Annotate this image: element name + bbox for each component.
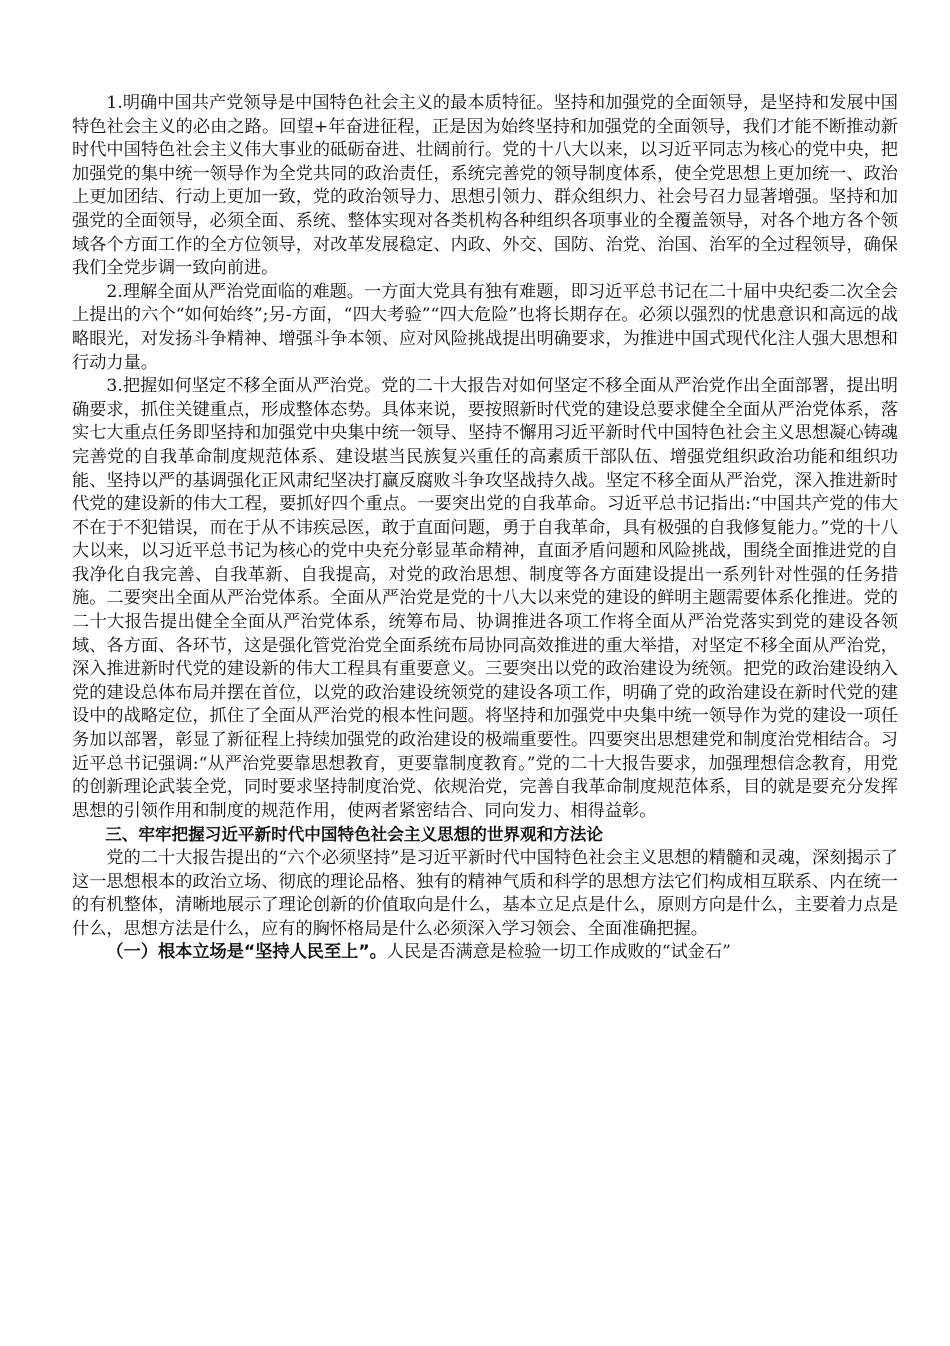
section-heading: 三、牢牢把握习近平新时代中国特色社会主义思想的世界观和方法论 (105, 825, 603, 845)
paragraph-3: 3.把握如何坚定不移全面从严治党。党的二十大报告对如何坚定不移全面从严治党作出全面部署，提出明确要求，抓住关键重点，形成整体态势。具体来说，要按照新时代党的建设总要求健全全面从严治党体系，落实七大重点任务即坚持和加强党中央集中统一领导、坚持不懈用习近平新时代中国特色社会主义思想凝心铸魂完善党的自我革命制度规范体系、建设堪当民族复兴重任的高素质干部队伍、增强党组织政治功能和组织功能、坚持以严的基调强化正风肃纪坚决打赢反腐败斗争攻坚战持久战。坚定不移全面从严治党，深入推进新时代党的建设新的伟大工程，要抓好四个重点。一要突出党的自我革命。习近平总书记指出:“中国共产党的伟大不在于不犯错误，而在于从不讳疾忌医，敢于直面问题，勇于自我革命，具有极强的自我修复能力。”党的十八大以来，以习近平总书记为核心的党中央充分彰显革命精神，直面矛盾问题和风险挑战，围绕全面推进党的自我净化自我完善、自我革新、自我提高，对党的政治思想、制度等各方面建设提出一系列针对性强的任务措施。二要突出全面从严治党体系。全面从严治党是党的十八大以来党的建设的鲜明主题需要体系化推进。党的二十大报告提出健全全面从严治党体系，统筹布局、协调推进各项工作将全面从严治党落实到党的建设各领域、各方面、各环节，这是强化管党治党全面系统布局协同高效推进的重大举措，对坚定不移全面从严治党，深入推进新时代党的建设新的伟大工程具有重要意义。三要突出以党的政治建设为统领。把党的政治建设纳入党的建设总体布局并摆在首位，以党的政治建设统领党的建设各项工作，明确了党的政治建设在新时代党的建设中的战略定位，抓住了全面从严治党的根本性问题。将坚持和加强党中央集中统一领导作为党的建设一项任务加以部署，彰显了新征程上持续加强党的政治建设的极端重要性。四要突出思想建党和制度治党相结合。习近平总书记强调:“从严治党要靠思想教育，更要靠制度教育。”党的二十大报告要求，加强理想信念教育，用党的创新理论武装全党，同时要求坚持制度治党、依规治党，完善自我革命制度规范体系，目的就是要充分发挥思想的引领作用和制度的规范作用，使两者紧密结合、同向发力、相得益彰。 (72, 376, 898, 821)
section-paragraph: 党的二十大报告提出的“六个必须坚持”是习近平新时代中国特色社会主义思想的精髓和灵魂，深刻揭示了这一思想根本的政治立场、彻底的理论品格、独有的精神气质和科学的思想方法它们构成相互联系、内在统一的有机整体，清晰地展示了理论创新的价值取向是什么，基本立足点是什么，原则方向是什么，主要着力点是什么，思想方法是什么，应有的胸怀格局是什么必须深入学习领会、全面准确把握。 (72, 848, 898, 939)
document-page (72, 92, 898, 965)
paragraph-2: 2.理解全面从严治党面临的难题。一方面大党具有独有难题，即习近平总书记在二十届中央纪委二次全会上提出的六个“如何始终”;另-方面，“四大考验”“四大危险”也将长期存在。必须以强烈的忧患意识和高远的战略眼光，对发扬斗争精神、增强斗争本领、应对风险挑战提出明确要求，为推进中国式现代化注人强大思想和行动力量。 (72, 281, 898, 373)
sub-point-paragraph (72, 941, 898, 965)
sub-point-lead: （一）根本立场是“坚持人民至上”。 (106, 942, 387, 963)
sub-point-text: 人民是否满意是检验一切工作成败的“试金石” (386, 942, 731, 963)
paragraph-1: 1.明确中国共产党领导是中国特色社会主义的最本质特征。坚持和加强党的全面领导，是坚持和发展中国特色社会主义的必由之路。回望+年奋进征程，正是因为始终坚持和加强党的全面领导，我们才能不断推动新时代中国特色社会主义伟大事业的砥砺奋进、壮阔前行。党的十八大以来，以习近平同志为核心的党中央，把加强党的集中统一领导作为全党共同的政治责任，系统完善党的领导制度体系，使全党思想上更加统一、政治上更加团结、行动上更加一致，党的政治领导力、思想引领力、群众组织力、社会号召力显著增强。坚持和加强党的全面领导，必须全面、系统、整体实现对各类机构各种组织各项事业的全覆盖领导，对各个地方各个领域各个方面工作的全方位领导，对改革发展稳定、内政、外交、国防、治党、治国、治军的全过程领导，确保我们全党步调一致向前进。 (72, 93, 898, 279)
